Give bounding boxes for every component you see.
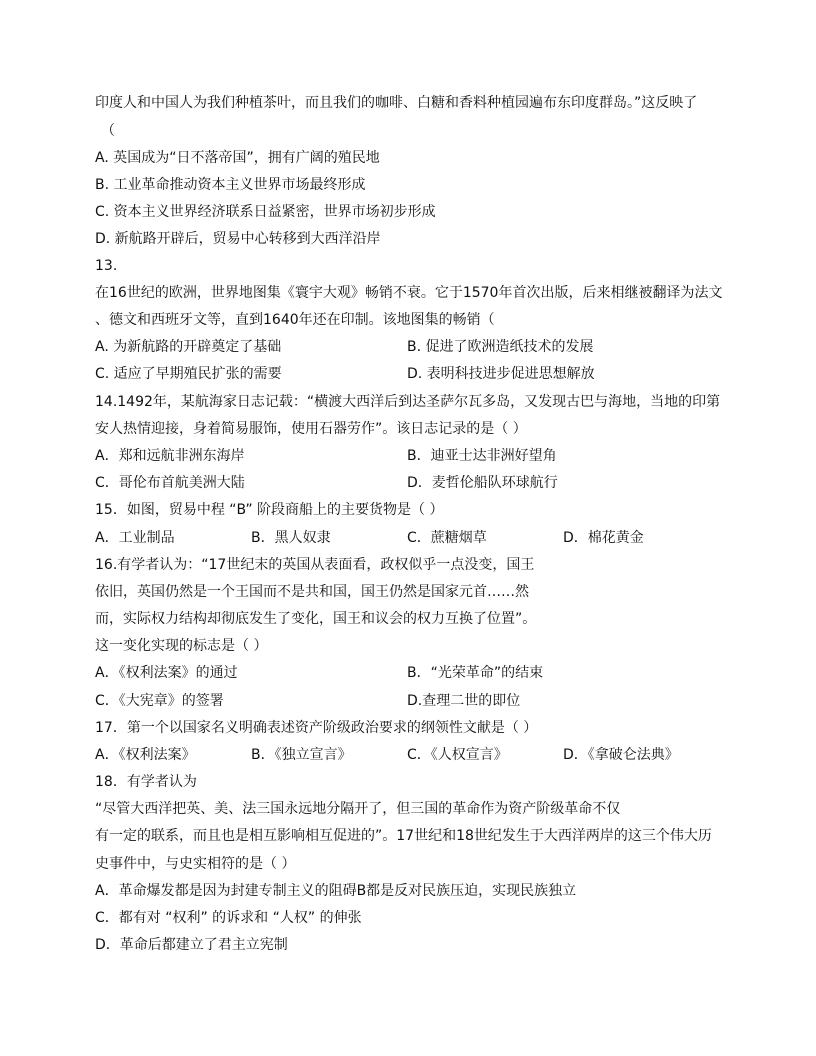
q12-option-b: B. 工业革命推动资本主义世界市场最终形成 [95,177,366,193]
q17-stem: 17．第一个以国家名义明确表述资产阶级政治要求的纲领性文献是（ ） [95,720,538,736]
q17-option-c: C．《人权宣言》 [407,747,508,763]
q17-option-a: A．《权利法案》 [95,747,196,763]
q18-stem-line-3: 有一定的联系，而且也是相互影响相互促进的”。17世纪和18世纪发生于大西洋两岸的这三个伟大历 [95,828,712,844]
q17-option-d: D．《拿破仑法典》 [563,747,679,763]
q12-option-a: A. 英国成为“日不落帝国”，拥有广阔的殖民地 [95,150,380,166]
q17-option-b: B．《独立宣言》 [251,747,352,763]
q18-option-d: D．革命后都建立了君主立宪制 [95,937,288,953]
q12-stem-line-2: （ [101,123,115,139]
q18-stem-line-2: “尽管大西洋把英、美、法三国永远地分隔开了，但三国的革命作为资产阶级革命不仅 [95,801,621,817]
q13-option-d: D. 表明科技进步促进思想解放 [407,366,595,382]
q13-stem-line-2: 、德文和西班牙文等，直到1640年还在印制。该地图集的畅销（ [95,312,495,328]
q15-stem: 15．如图，贸易中程 “B” 阶段商船上的主要货物是（ ） [95,502,444,518]
q18-option-a-b: A．革命爆发都是因为封建专制主义的阻碍B都是反对民族压迫，实现民族独立 [95,883,577,899]
q18-option-c: C．都有对 “权利” 的诉求和 “人权” 的伸张 [95,910,362,926]
q18-stem-line-1: 18．有学者认为 [95,774,197,790]
q16-option-a: A．《权利法案》的通过 [95,665,238,681]
q16-option-d: D.查理二世的即位 [407,693,521,709]
q15-option-d: D．棉花黄金 [563,530,644,546]
q13-option-c: C. 适应了早期殖民扩张的需要 [95,366,282,382]
q16-stem-line-4: 这一变化实现的标志是（ ） [95,638,268,654]
q15-option-a: A．工业制品 [95,530,175,546]
q14-stem-line-2: 安人热情迎接，身着简易服饰，使用石器劳作”。该日志记录的是（ ） [95,421,527,437]
q15-option-b: B．黑人奴隶 [251,530,331,546]
q12-stem-line-1: 印度人和中国人为我们种植茶叶，而且我们的咖啡、白糖和香料种植园遍布东印度群岛。”这反映了 [95,95,698,111]
q14-option-b: B．迪亚士达非洲好望角 [407,448,557,464]
q16-stem-line-1: 16.有学者认为：“17世纪末的英国从表面看，政权似乎一点没变，国王 [95,557,535,573]
q16-stem-line-2: 依旧，英国仍然是一个王国而不是共和国，国王仍然是国家元首……然 [95,584,529,600]
q13-option-a: A. 为新航路的开辟奠定了基础 [95,339,282,355]
q18-stem-line-4: 史事件中，与史实相符的是（ ） [95,856,296,872]
q13-number: 13. [95,258,118,274]
q16-option-b: B．“光荣革命”的结束 [407,665,544,681]
q16-option-c: C．《大宪章》的签署 [95,693,224,709]
q14-stem-line-1: 14.1492年，某航海家日志记载：“横渡大西洋后到达圣萨尔瓦多岛，又发现古巴与海地，当地的印第 [95,394,721,410]
q14-option-a: A．郑和远航非洲东海岸 [95,448,245,464]
q14-option-c: C．哥伦布首航美洲大陆 [95,475,245,491]
q12-option-c: C. 资本主义世界经济联系日益紧密，世界市场初步形成 [95,204,436,220]
q13-option-b: B. 促进了欧洲造纸技术的发展 [407,339,594,355]
q13-stem-line-1: 在16世纪的欧洲，世界地图集《寰宇大观》畅销不衰。它于1570年首次出版，后来相继被翻译为法文 [95,285,723,301]
q14-option-d: D．麦哲伦船队环球航行 [407,475,558,491]
q16-stem-line-3: 而，实际权力结构却彻底发生了变化，国王和议会的权力互换了位置”。 [95,611,537,627]
q15-option-c: C．蔗糖烟草 [407,530,487,546]
q12-option-d: D. 新航路开辟后，贸易中心转移到大西洋沿岸 [95,231,381,247]
